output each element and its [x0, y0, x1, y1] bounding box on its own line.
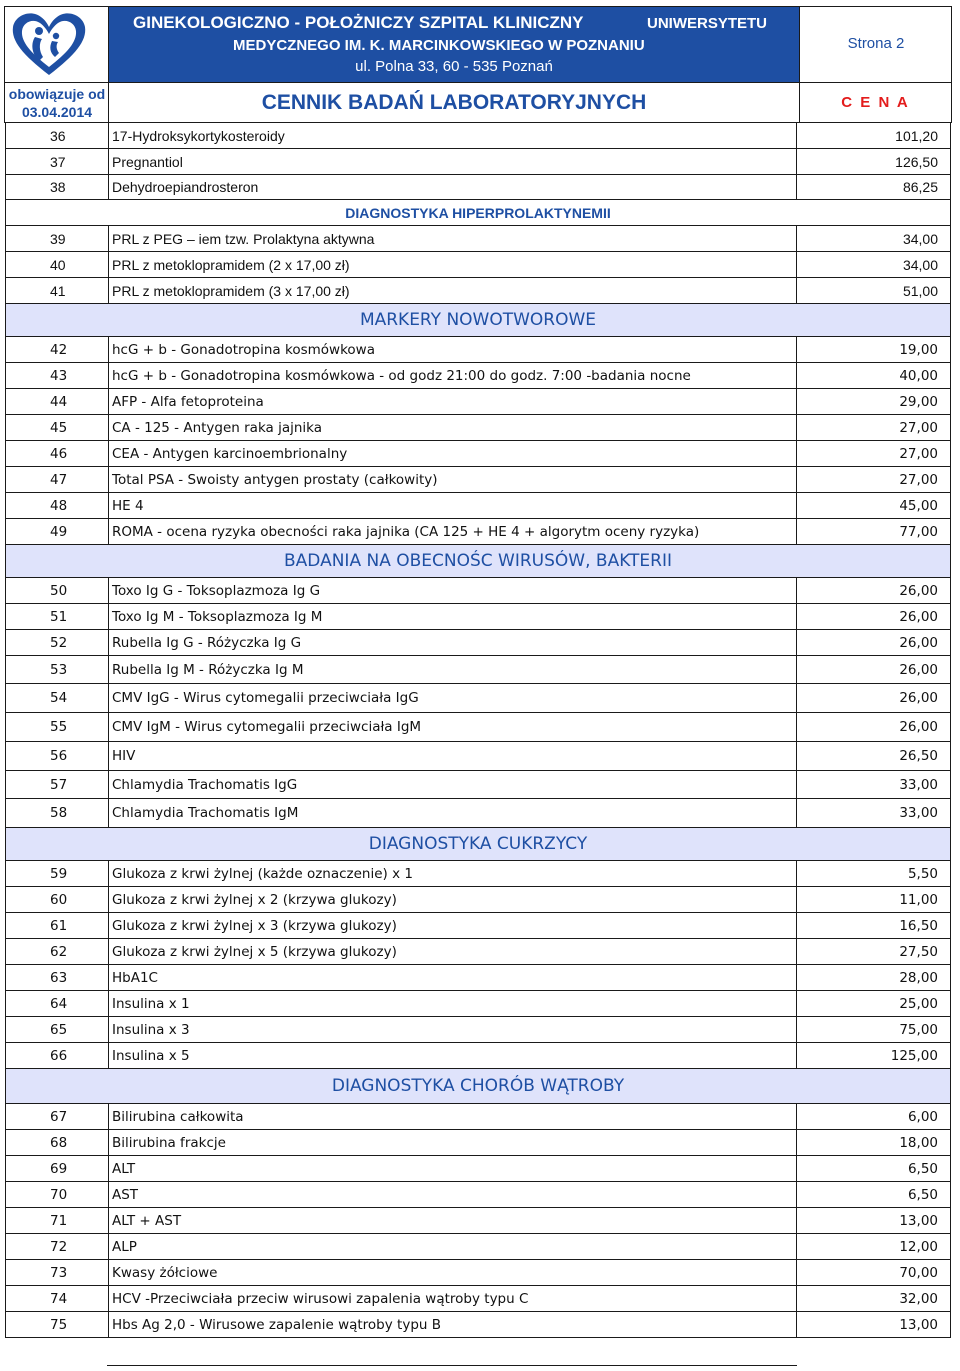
test-name: HbA1C: [109, 965, 797, 990]
table-row: [5, 965, 951, 991]
test-price: 34,00: [902, 230, 938, 247]
test-name: Chlamydia Trachomatis IgG: [109, 771, 797, 798]
test-name: HE 4: [109, 493, 797, 518]
test-price: 27,00: [899, 419, 938, 436]
row-number: 67: [6, 1104, 109, 1129]
table-row: [5, 1017, 951, 1043]
table-row: [5, 1104, 951, 1130]
row-number: 65: [6, 1017, 109, 1042]
row-number: 58: [6, 799, 109, 827]
price-table: [5, 123, 951, 1338]
row-number: 49: [6, 519, 109, 544]
section-header: DIAGNOSTYKA CUKRZYCY: [5, 828, 951, 861]
test-price: 16,50: [899, 917, 938, 934]
row-number: 51: [6, 604, 109, 629]
row-number: 54: [6, 684, 109, 712]
test-name: Toxo Ig G - Toksoplazmoza Ig G: [109, 578, 797, 603]
table-row: [5, 861, 951, 887]
table-row: [5, 389, 951, 415]
table-row: [5, 1156, 951, 1182]
row-number: 41: [6, 278, 109, 303]
row-number: 40: [6, 252, 109, 277]
test-price: 26,00: [899, 634, 938, 651]
test-name: Insulina x 5: [109, 1043, 797, 1068]
test-price: 28,00: [899, 969, 938, 986]
table-row: [5, 1130, 951, 1156]
hospital-address: ul. Polna 33, 60 - 535 Poznań: [355, 58, 553, 75]
table-row: [5, 913, 951, 939]
table-row: [5, 887, 951, 913]
test-name: ALT: [109, 1156, 797, 1181]
row-number: 69: [6, 1156, 109, 1181]
test-price: 25,00: [899, 995, 938, 1012]
row-number: 71: [6, 1208, 109, 1233]
test-price: 34,00: [902, 256, 938, 273]
test-price: 13,00: [899, 1212, 938, 1229]
row-number: 63: [6, 965, 109, 990]
row-number: 39: [6, 226, 109, 251]
test-name: AST: [109, 1182, 797, 1207]
test-price: 6,50: [907, 1186, 938, 1203]
valid-from-cell: [5, 83, 109, 122]
table-row: [5, 1260, 951, 1286]
test-name: Insulina x 3: [109, 1017, 797, 1042]
test-name: CMV IgG - Wirus cytomegalii przeciwciała IgG: [109, 684, 797, 712]
table-row: [5, 1043, 951, 1069]
test-name: ROMA - ocena ryzyka obecności raka jajnika (CA 125 + HE 4 + algorytm oceny ryzyka): [109, 519, 797, 544]
test-price: 27,00: [899, 445, 938, 462]
row-number: 55: [6, 713, 109, 741]
test-price: 26,00: [899, 582, 938, 599]
test-price: 11,00: [899, 891, 938, 908]
row-number: 43: [6, 363, 109, 388]
test-name: 17-Hydroksykortykosteroidy: [109, 123, 797, 148]
test-name: CEA - Antygen karcinoembrionalny: [109, 441, 797, 466]
row-number: 68: [6, 1130, 109, 1155]
test-price: 19,00: [899, 341, 938, 358]
table-row: [5, 656, 951, 684]
test-name: Rubella Ig M - Różyczka Ig M: [109, 656, 797, 683]
test-price: 26,00: [899, 719, 938, 735]
test-name: Glukoza z krwi żylnej x 3 (krzywa glukozy): [109, 913, 797, 938]
table-row: [5, 363, 951, 389]
test-price: 27,00: [899, 471, 938, 488]
row-number: 47: [6, 467, 109, 492]
test-name: CMV IgM - Wirus cytomegalii przeciwciała IgM: [109, 713, 797, 741]
test-name: Glukoza z krwi żylnej (każde oznaczenie) x 1: [109, 861, 797, 886]
test-price: 45,00: [899, 497, 938, 514]
test-price: 26,00: [899, 690, 938, 706]
hospital-name-line2: MEDYCZNEGO IM. K. MARCINKOWSKIEGO W POZNANIU: [233, 37, 645, 54]
test-price: 6,00: [907, 1108, 938, 1125]
test-name: Toxo Ig M - Toksoplazmoza Ig M: [109, 604, 797, 629]
test-name: Glukoza z krwi żylnej x 5 (krzywa glukozy): [109, 939, 797, 964]
logo-cell: [5, 7, 109, 83]
valid-from-date: 03.04.2014: [21, 104, 93, 120]
table-row: [5, 684, 951, 713]
test-name: Bilirubina całkowita: [109, 1104, 797, 1129]
table-row: [5, 175, 951, 200]
document-header: [4, 6, 952, 123]
test-price: 32,00: [899, 1290, 938, 1307]
hospital-name-line1: GINEKOLOGICZNO - POŁOŻNICZY SZPITAL KLINICZNY: [133, 13, 584, 32]
row-number: 46: [6, 441, 109, 466]
row-number: 61: [6, 913, 109, 938]
row-number: 53: [6, 656, 109, 683]
row-number: 64: [6, 991, 109, 1016]
row-number: 70: [6, 1182, 109, 1207]
row-number: 48: [6, 493, 109, 518]
test-name: hcG + b - Gonadotropina kosmówkowa: [109, 337, 797, 362]
test-price: 26,50: [899, 748, 938, 764]
table-row: [5, 123, 951, 149]
table-row: [5, 604, 951, 630]
test-name: Chlamydia Trachomatis IgM: [109, 799, 797, 827]
valid-from-label: obowiązuje od: [8, 86, 106, 102]
table-row: [5, 771, 951, 799]
test-price: 29,00: [899, 393, 938, 410]
table-row: [5, 1286, 951, 1312]
hospital-title-banner: [109, 7, 799, 83]
test-price: 33,00: [899, 776, 938, 793]
test-price: 70,00: [899, 1264, 938, 1281]
table-row: [5, 149, 951, 175]
section-header: DIAGNOSTYKA HIPERPROLAKTYNEMII: [5, 200, 951, 226]
test-name: Kwasy żółciowe: [109, 1260, 797, 1285]
document-title: CENNIK BADAŃ LABORATORYJNYCH: [261, 91, 647, 114]
table-row: [5, 1234, 951, 1260]
test-name: ALP: [109, 1234, 797, 1259]
test-name: CA - 125 - Antygen raka jajnika: [109, 415, 797, 440]
row-number: 60: [6, 887, 109, 912]
section-header: MARKERY NOWOTWOROWE: [5, 304, 951, 337]
table-row: [5, 252, 951, 278]
row-number: 72: [6, 1234, 109, 1259]
test-name: Dehydroepiandrosteron: [109, 175, 797, 199]
row-number: 45: [6, 415, 109, 440]
footer-rule: [107, 1365, 797, 1366]
row-number: 57: [6, 771, 109, 798]
test-price: 51,00: [902, 282, 938, 299]
table-row: [5, 519, 951, 545]
table-row: [5, 630, 951, 656]
test-name: Bilirubina frakcje: [109, 1130, 797, 1155]
table-row: [5, 578, 951, 604]
test-name: Glukoza z krwi żylnej x 2 (krzywa glukozy): [109, 887, 797, 912]
hospital-name-line1b: UNIWERSYTETU: [647, 15, 767, 32]
test-price: 101,20: [895, 127, 938, 144]
table-row: [5, 337, 951, 363]
test-price: 12,00: [899, 1238, 938, 1255]
table-row: [5, 713, 951, 742]
test-price: 26,00: [899, 608, 938, 625]
test-name: PRL z PEG – iem tzw. Prolaktyna aktywna: [109, 226, 797, 251]
test-name: Rubella Ig G - Różyczka Ig G: [109, 630, 797, 655]
heart-mother-child-logo-icon: [9, 9, 89, 79]
test-price: 33,00: [899, 805, 938, 821]
price-column-header: C E N A: [799, 83, 951, 122]
test-name: hcG + b - Gonadotropina kosmówkowa - od godz 21:00 do godz. 7:00 -badania nocne: [109, 363, 797, 388]
row-number: 66: [6, 1043, 109, 1068]
row-number: 42: [6, 337, 109, 362]
row-number: 36: [6, 123, 109, 148]
test-price: 86,25: [902, 179, 938, 195]
row-number: 37: [6, 149, 109, 174]
table-row: [5, 493, 951, 519]
test-name: PRL z metoklopramidem (2 x 17,00 zł): [109, 252, 797, 277]
test-price: 6,50: [907, 1160, 938, 1177]
row-number: 52: [6, 630, 109, 655]
table-row: [5, 278, 951, 304]
table-row: [5, 1312, 951, 1338]
row-number: 59: [6, 861, 109, 886]
test-name: AFP - Alfa fetoproteina: [109, 389, 797, 414]
row-number: 73: [6, 1260, 109, 1285]
test-price: 77,00: [899, 523, 938, 540]
table-row: [5, 939, 951, 965]
table-row: [5, 1182, 951, 1208]
test-price: 13,00: [899, 1316, 938, 1333]
row-number: 75: [6, 1312, 109, 1337]
table-row: [5, 799, 951, 828]
page-number-cell: [799, 7, 951, 83]
test-name: PRL z metoklopramidem (3 x 17,00 zł): [109, 278, 797, 303]
test-price: 125,00: [890, 1047, 938, 1064]
test-price: 26,00: [899, 661, 938, 678]
test-name: HIV: [109, 742, 797, 770]
table-row: [5, 1208, 951, 1234]
test-price: 126,50: [895, 153, 938, 170]
table-row: [5, 991, 951, 1017]
test-name: Pregnantiol: [109, 149, 797, 174]
row-number: 38: [6, 175, 109, 199]
row-number: 56: [6, 742, 109, 770]
section-header: BADANIA NA OBECNOŚC WIRUSÓW, BAKTERII: [5, 545, 951, 578]
row-number: 74: [6, 1286, 109, 1311]
test-name: Insulina x 1: [109, 991, 797, 1016]
row-number: 62: [6, 939, 109, 964]
test-name: Hbs Ag 2,0 - Wirusowe zapalenie wątroby typu B: [109, 1312, 797, 1337]
test-price: 18,00: [899, 1134, 938, 1151]
test-price: 27,50: [899, 943, 938, 960]
test-price: 75,00: [899, 1021, 938, 1038]
row-number: 44: [6, 389, 109, 414]
section-header: DIAGNOSTYKA CHORÓB WĄTROBY: [5, 1069, 951, 1104]
test-price: 40,00: [899, 367, 938, 384]
table-row: [5, 467, 951, 493]
test-name: Total PSA - Swoisty antygen prostaty (całkowity): [109, 467, 797, 492]
test-price: 5,50: [907, 865, 938, 882]
table-row: [5, 415, 951, 441]
row-number: 50: [6, 578, 109, 603]
table-row: [5, 226, 951, 252]
test-name: HCV -Przeciwciała przeciw wirusowi zapalenia wątroby typu C: [109, 1286, 797, 1311]
table-row: [5, 742, 951, 771]
page-number: Strona 2: [847, 35, 905, 52]
table-row: [5, 441, 951, 467]
test-name: ALT + AST: [109, 1208, 797, 1233]
